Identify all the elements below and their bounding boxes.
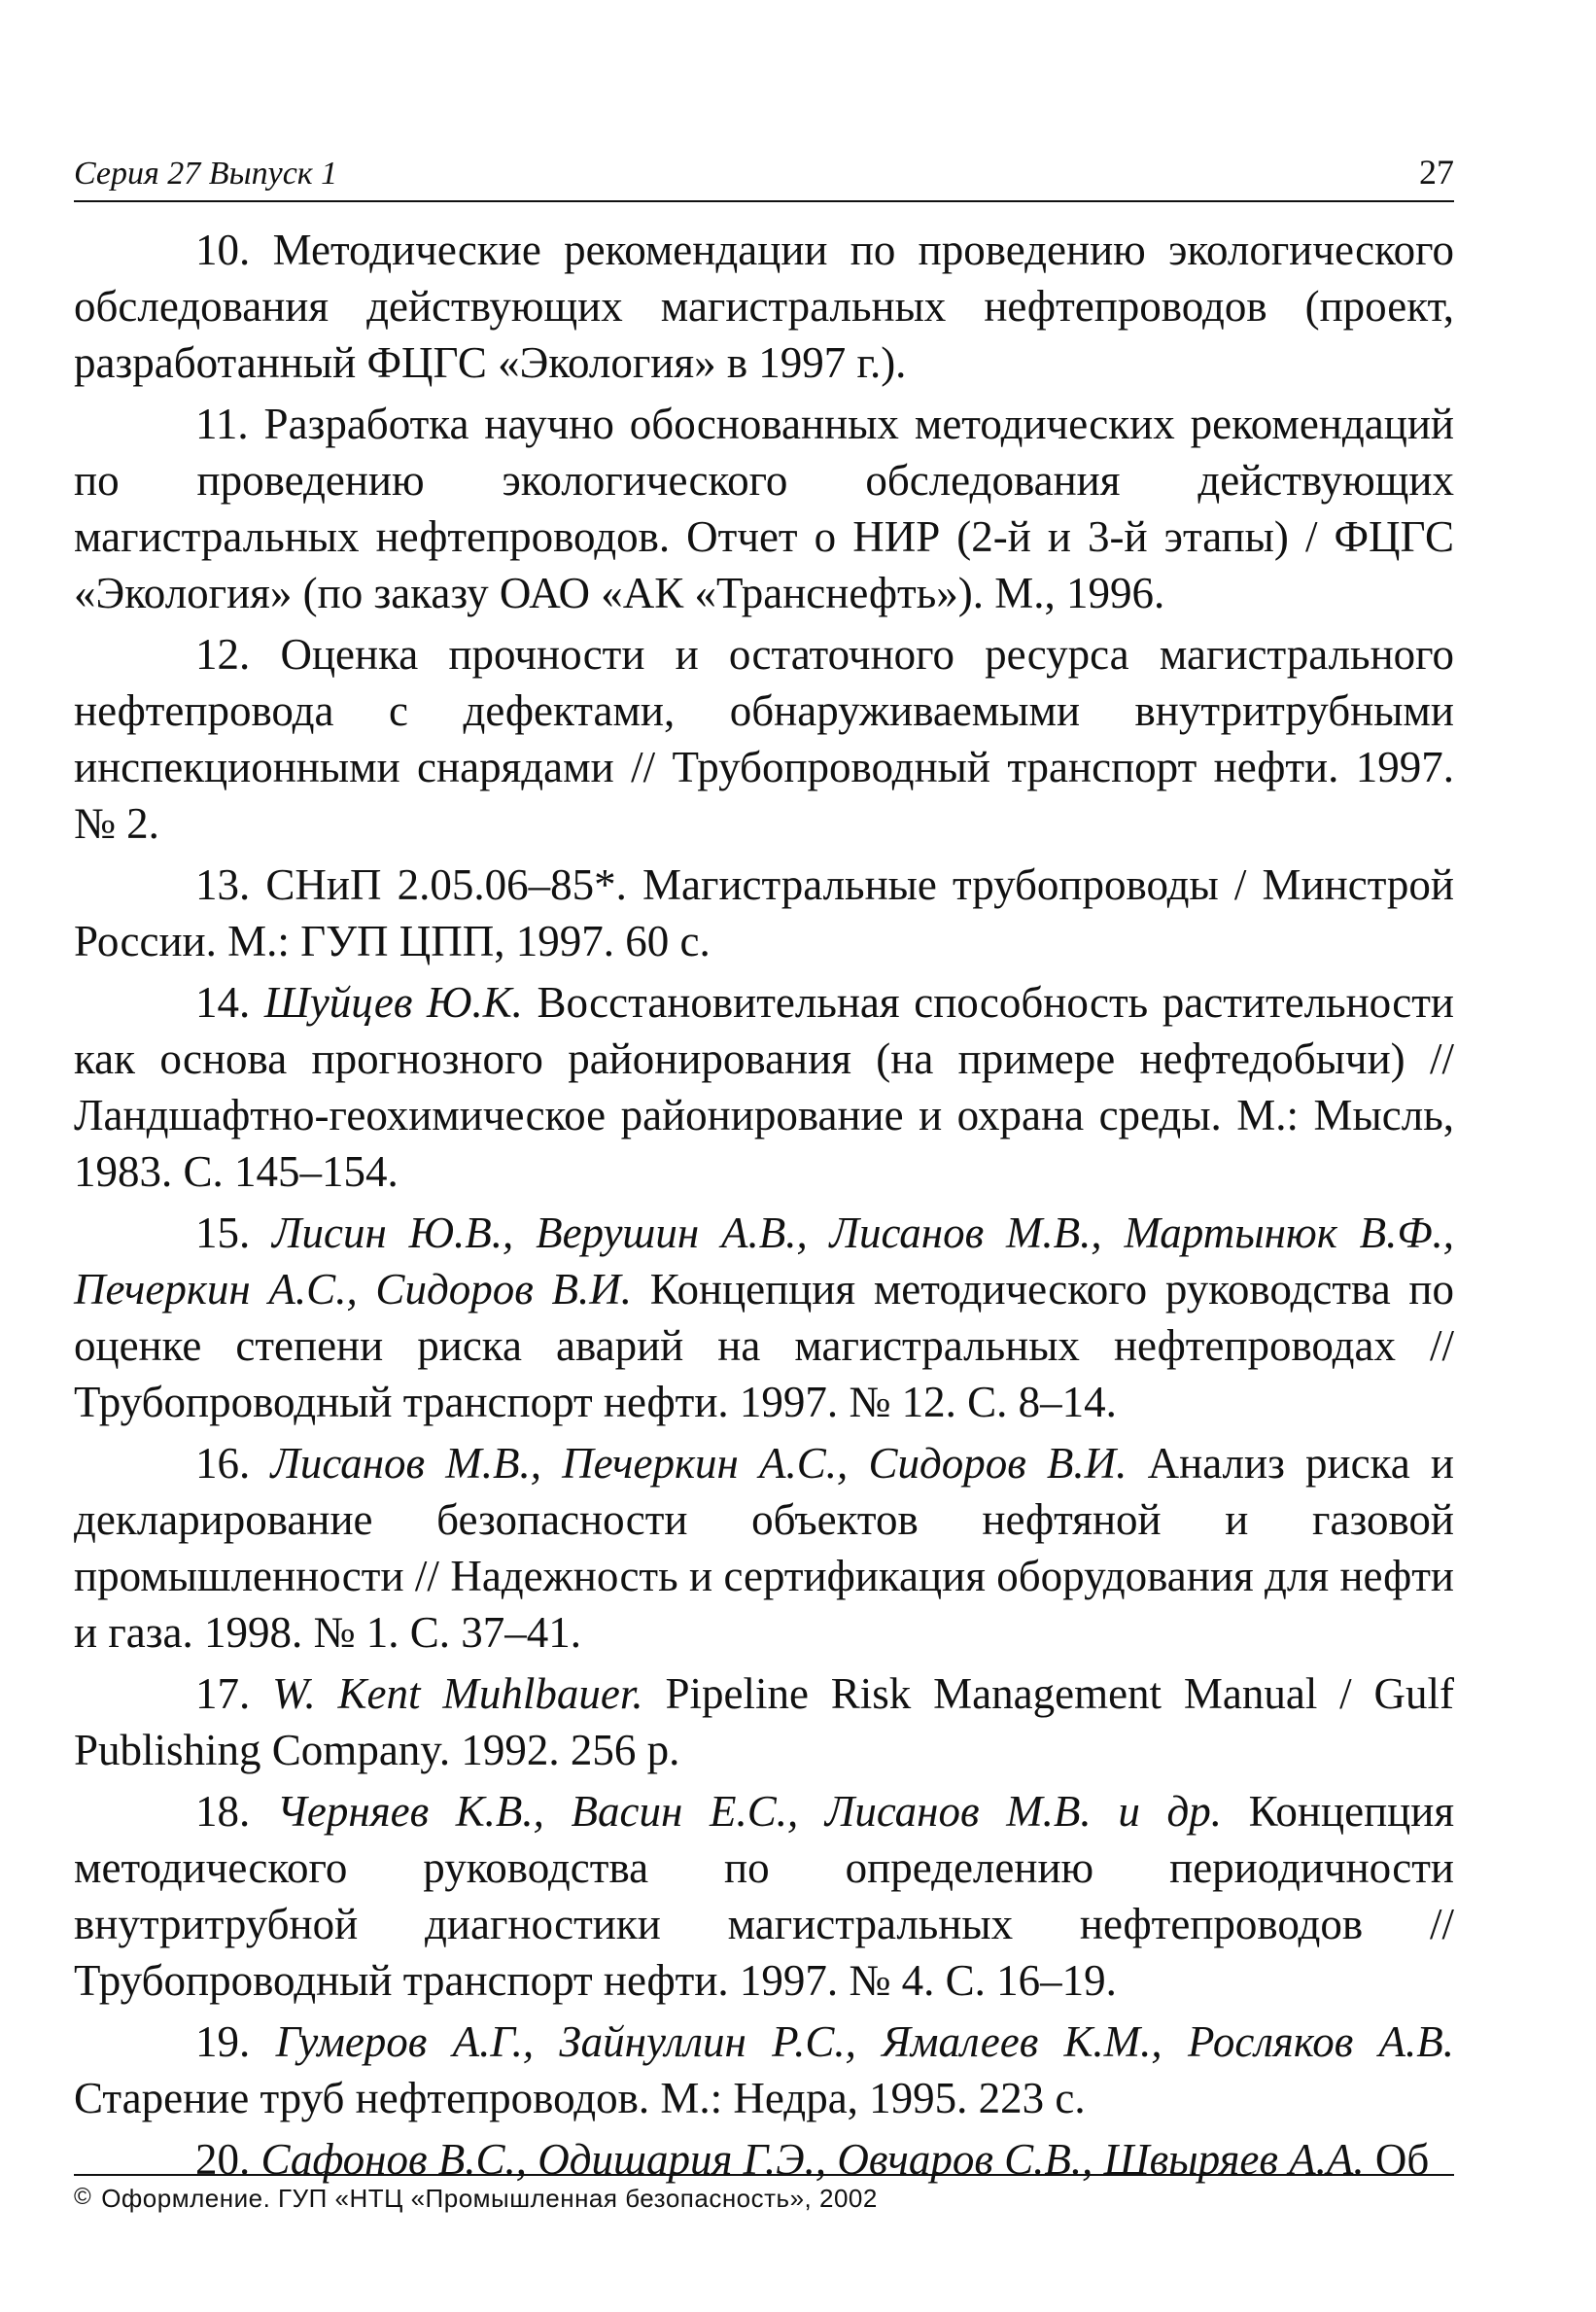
page-footer bbox=[74, 2174, 1454, 2214]
reference-number: 16. bbox=[195, 1439, 251, 1488]
reference-item bbox=[74, 1665, 1454, 1778]
document-page bbox=[74, 146, 1454, 2192]
reference-authors: Лисанов М.В., Печеркин А.С., Сидоров В.И. bbox=[270, 1439, 1128, 1488]
reference-text: Оценка прочности и остаточного ресурса магистрального нефтепровода с дефектами, обнаруживаемыми внутритрубными инспекционными снарядами // Трубопроводный транспорт нефти. 1997. № 2. bbox=[74, 630, 1454, 848]
reference-authors: W. Kent Muhlbauer. bbox=[272, 1669, 643, 1718]
reference-text: Концепция методического руководства по определению периодичности внутритрубной диагностики магистральных нефтепроводов // Трубопроводный транспорт нефти. 1997. № 4. С. 16–19. bbox=[74, 1787, 1455, 2005]
reference-text: Старение труб нефтепроводов. М.: Недра, 1995. 223 с. bbox=[74, 2074, 1086, 2122]
reference-text: Разработка научно обоснованных методических рекомендаций по проведению экологического обследования действующих магистральных нефтепроводов. Отчет о НИР (2-й и 3-й этапы) / ФЦГС «Экология» (по заказу ОАО «АК «Транснефть»). М., 1996. bbox=[74, 400, 1454, 617]
reference-number: 14. bbox=[195, 978, 251, 1027]
reference-number: 12. bbox=[195, 630, 251, 679]
reference-item bbox=[74, 396, 1454, 621]
reference-text: Методические рекомендации по проведению экологического обследования действующих магистральных нефтепроводов (проект, разработанный ФЦГС «Экология» в 1997 г.). bbox=[74, 226, 1454, 387]
reference-number: 13. bbox=[195, 860, 251, 909]
reference-text: Анализ риска и декларирование безопасности объектов нефтяной и газовой промышленности // Надежность и сертификация оборудования для нефти и газа. 1998. № 1. С. 37–41. bbox=[74, 1439, 1455, 1657]
reference-number: 10. bbox=[195, 226, 251, 274]
series-label: Серия 27 Выпуск 1 bbox=[74, 156, 338, 192]
reference-text: Концепция методического руководства по оценке степени риска аварий на магистральных нефтепроводах // Трубопроводный транспорт нефти. 1997. № 12. С. 8–14. bbox=[74, 1265, 1455, 1426]
reference-item bbox=[74, 626, 1454, 852]
reference-number: 20. bbox=[195, 2135, 251, 2184]
reference-text: Pipeline Risk Management Manual / Gulf Publishing Company. 1992. 256 p. bbox=[74, 1669, 1455, 1774]
reference-item bbox=[74, 974, 1454, 1200]
reference-item bbox=[74, 1435, 1454, 1661]
reference-text: СНиП 2.05.06–85*. Магистральные трубопроводы / Минстрой России. М.: ГУП ЦПП, 1997. 60 с. bbox=[74, 860, 1454, 965]
reference-text: Восстановительная способность растительности как основа прогнозного районирования (на примере нефтедобычи) // Ландшафтно-геохимическое районирование и охрана среды. М.: Мысль, 1983. С. 145–154. bbox=[74, 978, 1455, 1196]
reference-item bbox=[74, 1783, 1454, 2009]
page-number: 27 bbox=[1419, 153, 1454, 192]
reference-item bbox=[74, 1205, 1454, 1430]
reference-text: Об bbox=[1374, 2135, 1430, 2184]
reference-authors: Гумеров А.Г., Зайнуллин Р.С., Ямалеев К.М., Росляков А.В. bbox=[275, 2017, 1455, 2066]
reference-list bbox=[74, 222, 1454, 2188]
reference-authors: Черняев К.В., Васин Е.С., Лисанов М.В. и др. bbox=[276, 1787, 1222, 1836]
reference-item bbox=[74, 222, 1454, 391]
footer-text: Оформление. ГУП «НТЦ «Промышленная безопасность», 2002 bbox=[101, 2184, 878, 2213]
reference-item bbox=[74, 857, 1454, 969]
reference-number: 15. bbox=[195, 1209, 251, 1257]
reference-authors: Сафонов В.С., Одишария Г.Э., Овчаров С.В., Швыряев А.А. bbox=[260, 2135, 1365, 2184]
reference-authors: Лисин Ю.В., Верушин А.В., Лисанов М.В., Мартынюк В.Ф., Печеркин А.С., Сидоров В.И. bbox=[74, 1209, 1455, 1314]
reference-authors: Шуйцев Ю.К. bbox=[263, 978, 523, 1027]
reference-number: 19. bbox=[195, 2017, 251, 2066]
reference-number: 17. bbox=[195, 1669, 251, 1718]
reference-item bbox=[74, 2014, 1454, 2126]
copyright-icon: © bbox=[74, 2184, 92, 2210]
running-head bbox=[74, 146, 1454, 202]
reference-number: 11. bbox=[195, 400, 249, 448]
reference-number: 18. bbox=[195, 1787, 251, 1836]
